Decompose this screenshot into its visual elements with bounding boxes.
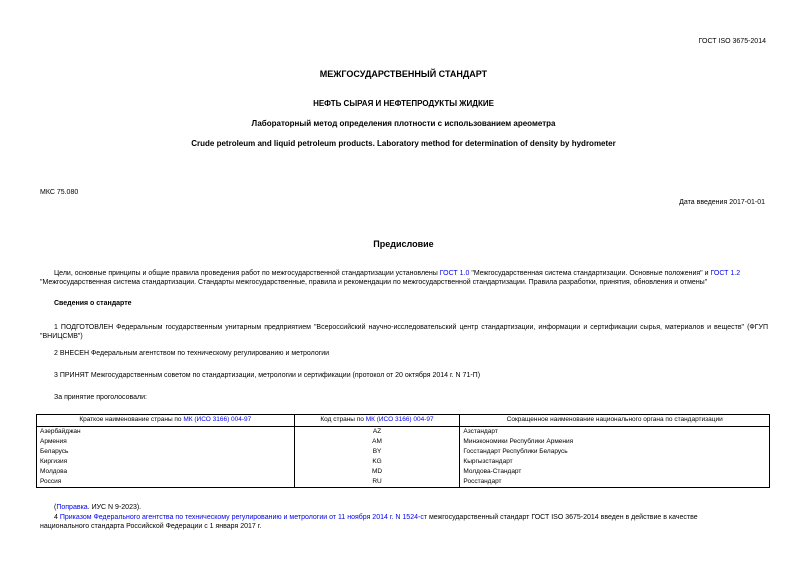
table-row	[37, 427, 770, 438]
standard-type-heading: МЕЖГОСУДАРСТВЕННЫЙ СТАНДАРТ	[319, 69, 488, 79]
table-cell-code: AM	[294, 437, 460, 447]
mk-iso-3166-link[interactable]: МК (ИСО 3166) 004-97	[183, 416, 252, 424]
mk-iso-3166-code-link[interactable]: МК (ИСО 3166) 004-97	[365, 416, 434, 424]
gost-1-2-link[interactable]: ГОСТ 1.2	[710, 270, 741, 277]
table-cell-country: Россия	[37, 477, 295, 488]
amendment-note: (Поправка. ИУС N 9-2023).	[54, 504, 142, 511]
goals-text-a: Цели, основные принципы и общие правила проведения работ по межгосударственной стандартизации установлены	[54, 270, 440, 277]
table-row	[37, 437, 770, 447]
standard-info-heading: Сведения о стандарте	[54, 300, 132, 307]
column-header-country: Краткое наименование страны по МК (ИСО 3166) 004-97	[37, 415, 295, 427]
table-cell-country: Молдова	[37, 467, 295, 477]
table-cell-standards-body: Минэкономики Республики Армения	[460, 437, 770, 447]
table-cell-country: Беларусь	[37, 447, 295, 457]
table-row	[37, 477, 770, 488]
table-header-row	[37, 415, 770, 427]
table-cell-code: KG	[294, 457, 460, 467]
document-code: ГОСТ ISO 3675-2014	[698, 38, 766, 45]
column-header-code: Код страны по МК (ИСО 3166) 004-97	[294, 415, 460, 427]
preface-paragraph-goals	[40, 270, 768, 288]
table-row	[37, 447, 770, 457]
table-cell-standards-body: Росстандарт	[460, 477, 770, 488]
table-cell-code: AZ	[294, 427, 460, 438]
order-paragraph: 4 Приказом Федерального агентства по техническому регулированию и метрологии от 11 ноября 2014 г. N 1524-ст межгосударственный стандарт ГОСТ ISO 3675-2014 введен в действие в качестве национального стандарта Российской Федерации с 1 января 2017 г.	[40, 514, 698, 530]
prepared-by-paragraph: 1 ПОДГОТОВЛЕН Федеральным государственным унитарным предприятием "Всероссийский научно-исследовательский центр стандартизации, информации и сертификации сырья, материалов и веществ" (ФГУП "ВНИЦСМВ")	[40, 324, 768, 340]
voted-for-label: За принятие проголосовали:	[54, 394, 147, 401]
amendment-link[interactable]: Поправка	[56, 504, 88, 511]
introduced-by-paragraph: 2 ВНЕСЕН Федеральным агентством по техническому регулированию и метрологии	[54, 350, 330, 357]
table-cell-standards-body: Азстандарт	[460, 427, 770, 438]
table-cell-code: MD	[294, 467, 460, 477]
table-cell-country: Армения	[37, 437, 295, 447]
table-cell-standards-body: Госстандарт Республики Беларусь	[460, 447, 770, 457]
table-cell-standards-body: Молдова-Стандарт	[460, 467, 770, 477]
table-cell-code: BY	[294, 447, 460, 457]
table-row	[37, 457, 770, 467]
table-cell-standards-body: Кыргызстандарт	[460, 457, 770, 467]
table-cell-country: Азербайджан	[37, 427, 295, 438]
goals-text-c: "Межгосударственная система стандартизации. Стандарты межгосударственные, правила и рекомендации по межгосударственной стандартизации. Правила разработки, принятия, обновления и отмены"	[40, 278, 708, 286]
column-header-standards-body: Сокращенное наименование национального органа по стандартизации	[460, 415, 770, 427]
adopted-by-paragraph: 3 ПРИНЯТ Межгосударственным советом по стандартизации, метрологии и сертификации (протокол от 20 октября 2014 г. N 71-П)	[54, 372, 481, 379]
table-cell-country: Киргизия	[37, 457, 295, 467]
title-russian: НЕФТЬ СЫРАЯ И НЕФТЕПРОДУКТЫ ЖИДКИЕ	[313, 99, 494, 108]
mks-code: МКС 75.080	[40, 189, 79, 196]
goals-text-b: "Межгосударственная система стандартизации. Основные положения" и	[469, 270, 711, 277]
introduction-date: Дата введения 2017-01-01	[679, 199, 765, 206]
table-row	[37, 467, 770, 477]
table-cell-code: RU	[294, 477, 460, 488]
title-english: Crude petroleum and liquid petroleum products. Laboratory method for determination of density by hydrometer	[191, 139, 616, 148]
order-link[interactable]: Приказом Федерального агентства по техническому регулированию и метрологии от 11 ноября 2014 г. N 1524-ст	[59, 514, 428, 521]
preface-heading: Предисловие	[373, 239, 434, 249]
subtitle-russian: Лабораторный метод определения плотности с использованием ареометра	[251, 119, 556, 128]
voting-countries-table	[36, 414, 770, 488]
gost-1-0-link[interactable]: ГОСТ 1.0	[439, 270, 470, 277]
